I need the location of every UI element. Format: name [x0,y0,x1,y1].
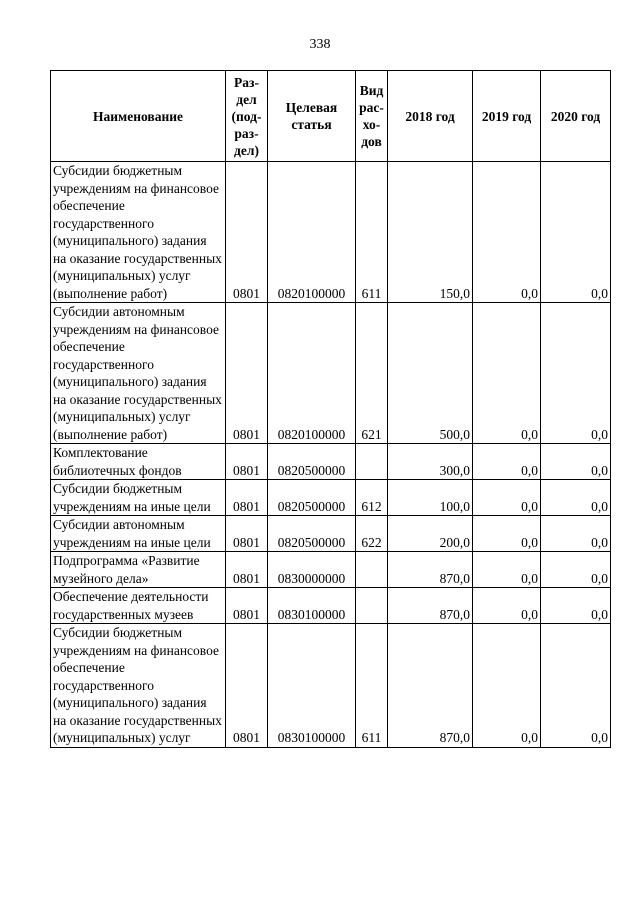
table-row [51,588,611,624]
table-row [51,552,611,588]
row-expense [356,552,388,588]
row-expense [356,588,388,624]
row-2018: 500,0 [388,303,473,444]
row-target: 0830000000 [268,552,356,588]
header-name: Наименование [51,71,226,162]
row-2018: 870,0 [388,588,473,624]
row-2018: 100,0 [388,480,473,516]
row-section: 0801 [226,516,268,552]
row-name: Субсидии бюджетным учреждениям на иные цели [51,480,226,516]
row-expense: 612 [356,480,388,516]
row-section: 0801 [226,552,268,588]
header-2019: 2019 год [473,71,541,162]
row-2019: 0,0 [473,162,541,303]
table-row [51,480,611,516]
row-section: 0801 [226,480,268,516]
row-name: Субсидии бюджетным учреждениям на финансовое обеспечение государственного (муниципального) задания на оказание государственных (муниципальных) услуг (выполнение работ) [51,162,226,303]
header-2020: 2020 год [541,71,611,162]
row-2020: 0,0 [541,516,611,552]
row-2018: 870,0 [388,552,473,588]
row-2020: 0,0 [541,552,611,588]
row-target: 0820500000 [268,480,356,516]
header-2018: 2018 год [388,71,473,162]
row-name: Комплектование библиотечных фондов [51,444,226,480]
table-row [51,624,611,748]
row-expense [356,444,388,480]
row-name: Обеспечение деятельности государственных музеев [51,588,226,624]
row-name: Подпрограмма «Развитие музейного дела» [51,552,226,588]
row-2020: 0,0 [541,624,611,748]
row-expense: 611 [356,624,388,748]
table-row [51,303,611,444]
row-target: 0820100000 [268,162,356,303]
row-2020: 0,0 [541,588,611,624]
budget-table [50,70,611,748]
row-2019: 0,0 [473,516,541,552]
row-2019: 0,0 [473,303,541,444]
row-section: 0801 [226,162,268,303]
row-expense: 622 [356,516,388,552]
row-expense: 621 [356,303,388,444]
row-2018: 200,0 [388,516,473,552]
row-target: 0820100000 [268,303,356,444]
table-row [51,444,611,480]
row-2019: 0,0 [473,588,541,624]
table-row [51,516,611,552]
header-target: Целевая статья [268,71,356,162]
row-expense: 611 [356,162,388,303]
page-number: 338 [309,37,331,52]
row-2020: 0,0 [541,444,611,480]
row-2020: 0,0 [541,480,611,516]
row-name: Субсидии бюджетным учреждениям на финансовое обеспечение государственного (муниципального) задания на оказание государственных (муниципальных) услуг [51,624,226,748]
row-target: 0830100000 [268,588,356,624]
row-2018: 300,0 [388,444,473,480]
row-2019: 0,0 [473,480,541,516]
row-2020: 0,0 [541,303,611,444]
row-2019: 0,0 [473,444,541,480]
row-section: 0801 [226,444,268,480]
row-2018: 870,0 [388,624,473,748]
row-target: 0830100000 [268,624,356,748]
row-name: Субсидии автономным учреждениям на финансовое обеспечение государственного (муниципального) задания на оказание государственных (муниципальных) услуг (выполнение работ) [51,303,226,444]
row-target: 0820500000 [268,516,356,552]
row-2019: 0,0 [473,552,541,588]
row-section: 0801 [226,588,268,624]
row-target: 0820500000 [268,444,356,480]
header-expense: Вид рас- хо- дов [356,71,388,162]
row-2019: 0,0 [473,624,541,748]
header-section: Раз- дел (под- раз- дел) [226,71,268,162]
table-row [51,162,611,303]
row-2020: 0,0 [541,162,611,303]
row-section: 0801 [226,303,268,444]
row-name: Субсидии автономным учреждениям на иные цели [51,516,226,552]
row-section: 0801 [226,624,268,748]
table-header-row [51,71,611,162]
row-2018: 150,0 [388,162,473,303]
